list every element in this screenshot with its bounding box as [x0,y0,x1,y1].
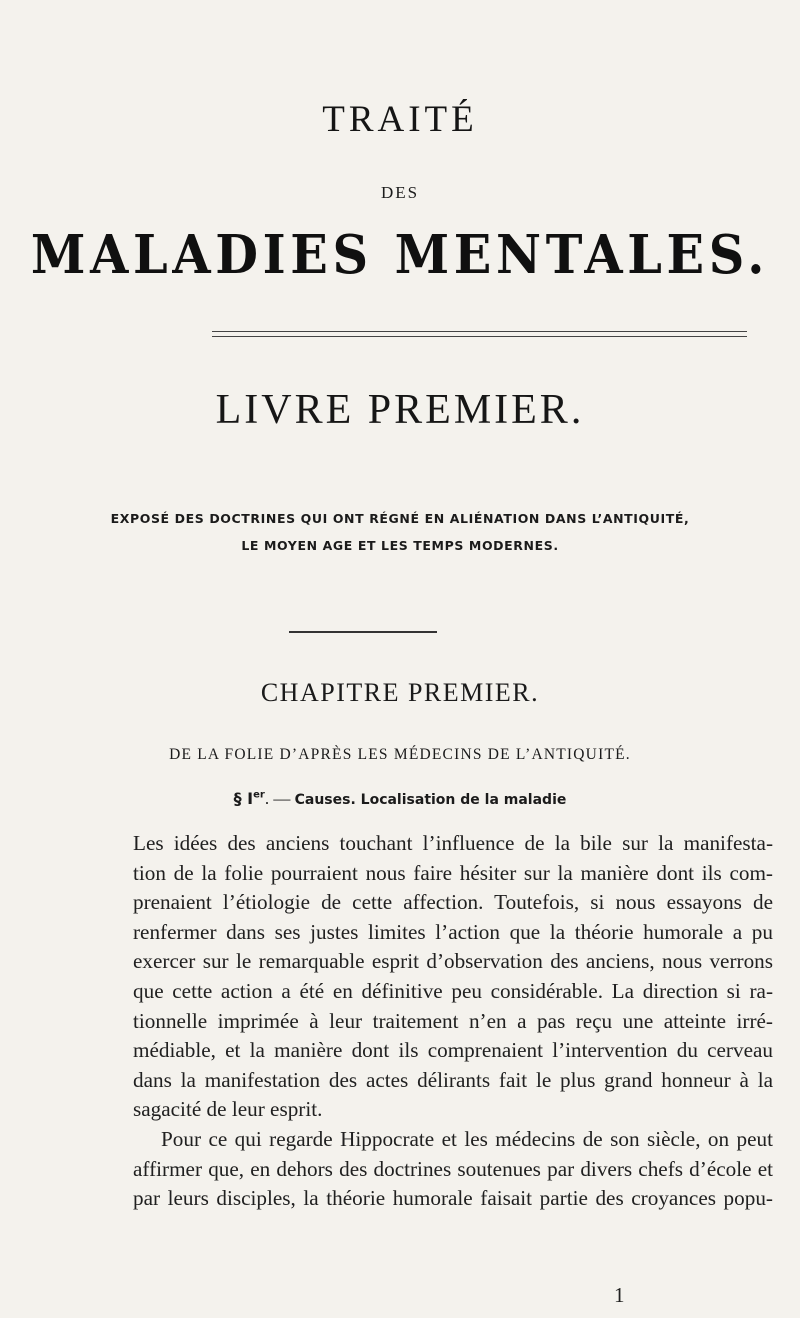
double-rule-divider [212,331,747,337]
work-title: MALADIES MENTALES. [30,224,770,286]
section-heading [0,789,800,809]
text-line: exercer sur le remarquable esprit d’observation des anciens, nous verrons [133,949,773,974]
text-line: dans la manifestation des actes délirants fait le plus grand honneur à la [133,1067,773,1092]
chapter-subtitle: DE LA FOLIE D’APRÈS LES MÉDECINS DE L’ANTIQUITÉ. [169,746,631,763]
section-number: § Ier [233,789,265,808]
page-number: 1 [614,1283,625,1307]
single-rule-divider [289,631,437,633]
text-line: renfermer dans ses justes limites l’action que la théorie humorale a pu [133,919,773,944]
section-title: Causes. Localisation de la maladie [294,792,567,808]
text-line: prenaient l’étiologie de cette affection. Toutefois, si nous essayons de [133,890,773,915]
chapter-title: CHAPITRE PREMIER. [260,678,540,707]
text-line: médiable, et la manière dont ils comprenaient l’intervention du cerveau [133,1038,773,1063]
text-line: que cette action a été en définitive peu considérable. La direction si ra- [133,978,773,1003]
book-subtitle-line-2: LE MOYEN AGE ET LES TEMPS MODERNES. [241,538,559,553]
text-line: sagacité de leur esprit. [133,1097,323,1122]
text-line: tionnelle imprimée à leur traitement n’en a pas reçu une atteinte irré- [133,1008,773,1033]
book-title: LIVRE PREMIER. [215,387,585,433]
title-connector: DES [380,183,420,202]
text-line: par leurs disciples, la théorie humorale faisait partie des croyances popu- [133,1186,773,1211]
body-text [133,829,773,1214]
text-line: Les idées des anciens touchant l’influence de la bile sur la manifesta- [133,831,773,855]
main-title: TRAITÉ [322,99,478,140]
text-line: Pour ce qui regarde Hippocrate et les médecins de son siècle, on peut [161,1126,773,1151]
text-line: affirmer que, en dehors des doctrines soutenues par divers chefs d’école et [133,1156,773,1181]
section-dash: . — [264,789,295,808]
text-line: tion de la folie pourraient nous faire hésiter sur la manière dont ils com- [133,860,773,885]
book-subtitle-line-1: EXPOSÉ DES DOCTRINES QUI ONT RÉGNÉ EN ALIÉNATION DANS L’ANTIQUITÉ, [110,511,690,526]
